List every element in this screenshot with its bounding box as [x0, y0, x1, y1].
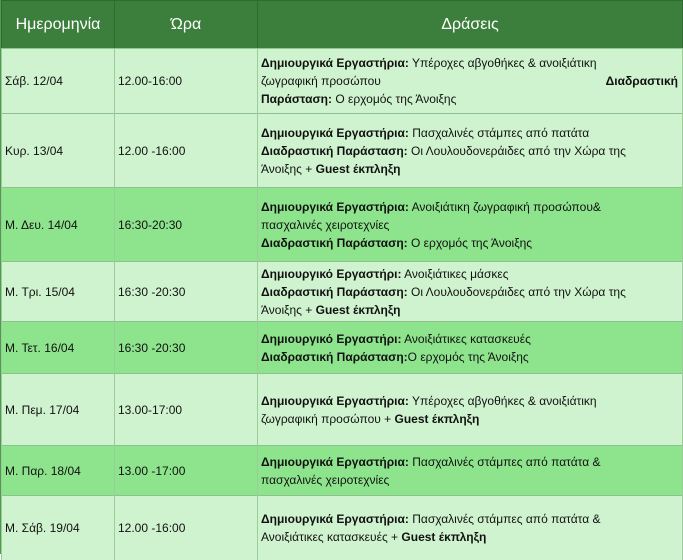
action-line	[261, 283, 680, 301]
action-label: Διαδραστική Παράσταση:	[261, 144, 408, 158]
row-date: Κυρ. 13/04	[2, 114, 115, 188]
action-text: Πασχαλινές στάμπες από πατάτα &	[409, 455, 601, 469]
action-text: Ο ερχομός της Άνοιξης	[408, 350, 529, 364]
action-label: Διαδραστική Παράσταση:	[261, 350, 408, 364]
action-line	[261, 234, 680, 252]
schedule-table	[1, 0, 683, 560]
table-row	[2, 49, 683, 114]
table-row	[2, 446, 683, 496]
row-actions	[258, 188, 683, 262]
action-line	[261, 54, 680, 72]
row-date: Μ. Δευ. 14/04	[2, 188, 115, 262]
table-row	[2, 496, 683, 560]
row-date: Μ. Πεμ. 17/04	[2, 374, 115, 446]
row-time: 16:30-20:30	[115, 188, 258, 262]
action-line	[261, 301, 680, 319]
action-line	[261, 216, 680, 234]
row-date: Μ. Σάβ. 19/04	[2, 496, 115, 560]
row-time: 13.00 -17:00	[115, 446, 258, 496]
table-row	[2, 322, 683, 374]
row-time: 12.00 -16:00	[115, 114, 258, 188]
action-text: Πασχαλινές στάμπες από πατάτα	[409, 126, 589, 140]
header-time: Ώρα	[115, 1, 258, 49]
action-label: Guest έκπληξη	[401, 530, 486, 544]
header-date: Ημερομηνία	[2, 1, 115, 49]
row-actions	[258, 496, 683, 560]
row-actions	[258, 374, 683, 446]
action-label: Διαδραστική Παράσταση:	[261, 236, 408, 250]
action-label: Δημιουργικά Εργαστήρια:	[261, 512, 409, 526]
table-row	[2, 114, 683, 188]
row-time: 13.00-17:00	[115, 374, 258, 446]
action-line	[261, 392, 680, 410]
action-line	[261, 330, 680, 348]
action-text: Ο ερχομός της Άνοιξης	[332, 92, 456, 106]
action-line	[261, 72, 680, 90]
action-line	[261, 410, 680, 428]
action-line	[261, 265, 680, 283]
table-row	[2, 188, 683, 262]
action-text: πασχαλινές χειροτεχνίες	[261, 218, 389, 232]
row-date: Μ. Παρ. 18/04	[2, 446, 115, 496]
header-actions: Δράσεις	[258, 1, 683, 49]
action-text: ζωγραφική προσώπου +	[261, 412, 394, 426]
action-label: Δημιουργικά Εργαστήρια:	[261, 200, 409, 214]
header-row	[2, 1, 683, 49]
action-text: Ο ερχομός της Άνοιξης	[408, 236, 532, 250]
row-date: Μ. Τετ. 16/04	[2, 322, 115, 374]
action-line	[261, 198, 680, 216]
action-line	[261, 528, 680, 546]
action-text: πασχαλινές χειροτεχνίες	[261, 473, 389, 487]
action-text: Ανοιξιάτικες κατασκευές	[401, 332, 530, 346]
action-label: Δημιουργικά Εργαστήρια:	[261, 126, 409, 140]
table-row	[2, 374, 683, 446]
action-label: Guest έκπληξη	[316, 162, 401, 176]
row-actions	[258, 114, 683, 188]
action-text: ζωγραφική προσώπου	[261, 74, 381, 88]
table-row	[2, 262, 683, 322]
action-line	[261, 160, 680, 178]
action-label: Δημιουργικό Εργαστήρι:	[261, 267, 401, 281]
row-actions	[258, 262, 683, 322]
action-label: Διαδραστική Παράσταση:	[261, 285, 408, 299]
row-time: 12.00 -16:00	[115, 496, 258, 560]
action-label: Δημιουργικό Εργαστήρι:	[261, 332, 401, 346]
action-text: Υπέροχες αβγοθήκες & ανοιξιάτικη	[409, 394, 597, 408]
action-text: Άνοιξης +	[261, 303, 316, 317]
action-text: Ανοιξιάτικες κατασκευές +	[261, 530, 401, 544]
action-text: Ανοιξιάτικη ζωγραφική προσώπου&	[409, 200, 601, 214]
action-label: Guest έκπληξη	[394, 412, 479, 426]
action-label: Δημιουργικά Εργαστήρια:	[261, 455, 409, 469]
action-line	[261, 348, 680, 366]
action-text: Πασχαλινές στάμπες από πατάτα &	[409, 512, 601, 526]
action-line	[261, 142, 680, 160]
row-time: 16:30 -20:30	[115, 262, 258, 322]
row-time: 12.00-16:00	[115, 49, 258, 114]
row-time: 16:30 -20:30	[115, 322, 258, 374]
action-label: Guest έκπληξη	[316, 303, 401, 317]
action-line	[261, 453, 680, 471]
action-text: Υπέροχες αβγοθήκες & ανοιξιάτικη	[409, 56, 597, 70]
action-text: Άνοιξης +	[261, 162, 316, 176]
action-label: Παράσταση:	[261, 92, 332, 106]
action-line	[261, 510, 680, 528]
action-text: Οι Λουλουδονεράιδες από την Χώρα της	[408, 285, 626, 299]
row-actions	[258, 446, 683, 496]
action-text: Οι Λουλουδονεράιδες από την Χώρα της	[408, 144, 626, 158]
action-label: Δημιουργικά Εργαστήρια:	[261, 394, 409, 408]
action-line	[261, 471, 680, 489]
schedule-body	[2, 49, 683, 560]
action-label: Διαδραστική	[606, 72, 678, 90]
row-actions	[258, 322, 683, 374]
action-line	[261, 124, 680, 142]
action-text: Ανοιξιάτικες μάσκες	[401, 267, 508, 281]
row-date: Μ. Τρι. 15/04	[2, 262, 115, 322]
action-label: Δημιουργικά Εργαστήρια:	[261, 56, 409, 70]
row-date: Σάβ. 12/04	[2, 49, 115, 114]
row-actions	[258, 49, 683, 114]
action-line	[261, 90, 680, 108]
